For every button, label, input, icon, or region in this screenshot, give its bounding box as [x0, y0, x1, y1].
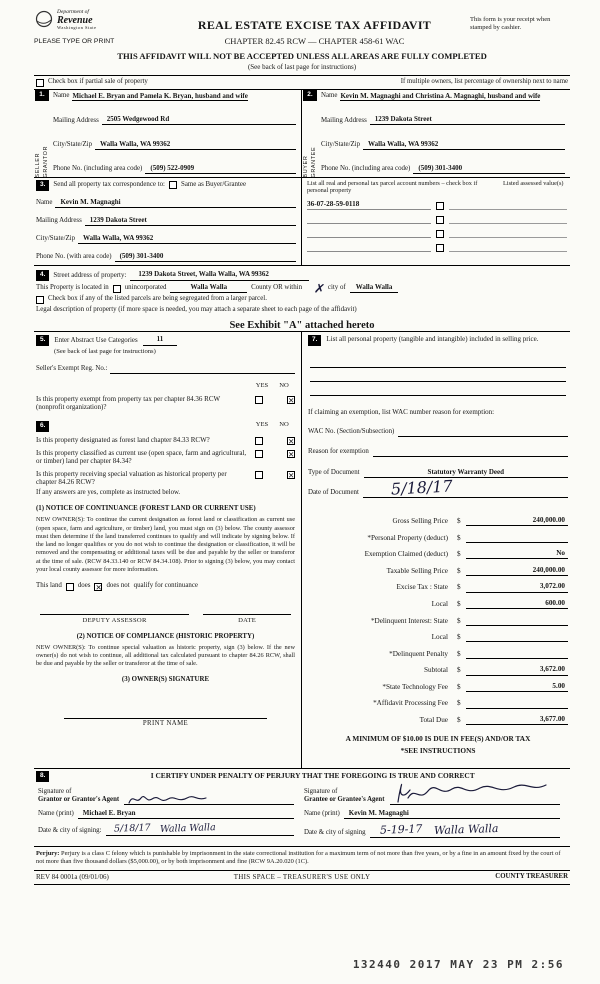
- county-treasurer-label: COUNTY TREASURER: [495, 872, 568, 880]
- parcel-2-personal-checkbox: [436, 216, 444, 224]
- legal-description-value: See Exhibit "A" attached hereto: [229, 319, 375, 331]
- document-type-value: Statutory Warranty Deed: [364, 468, 568, 478]
- mid-columns: [34, 332, 570, 769]
- personal-property-blank-2: [310, 368, 566, 382]
- does-not-checkbox: ✕: [95, 582, 102, 592]
- partial-sale-row: [34, 76, 570, 90]
- grantor-signature: [126, 791, 216, 807]
- correspondence-phone-row: [36, 252, 296, 262]
- does-checkbox: [66, 583, 74, 591]
- state-technology-fee-value: 5.00: [466, 682, 568, 692]
- seller-name-label: Name: [53, 92, 70, 100]
- grantor-date-row: [38, 823, 294, 836]
- footer-row: [34, 870, 570, 885]
- grantee-signature-of-label: Signature of: [304, 787, 338, 795]
- seller-phone-label: Phone No. (including area code): [53, 165, 143, 173]
- buyer-phone-value: (509) 301-3400: [413, 164, 565, 174]
- reason-exemption-row: [308, 448, 568, 457]
- form-title: REAL ESTATE EXCISE TAX AFFIDAVIT: [197, 18, 432, 32]
- deputy-assessor-label: DEPUTY ASSESSOR: [82, 617, 147, 625]
- buyer-name-label: Name: [321, 92, 338, 100]
- excise-tax-computation: [308, 510, 568, 726]
- state-technology-fee-row: [308, 680, 568, 692]
- multiple-owners-note: If multiple owners, list percentage of ownership next to name: [400, 78, 568, 86]
- exemption-claim-label: If claiming an exemption, list WAC number reason for exemption:: [308, 407, 495, 416]
- street-address-label: Street address of property:: [53, 271, 127, 279]
- section-7-number: 7.: [308, 335, 321, 345]
- no-header: NO: [279, 382, 289, 390]
- parcel-4-personal-checkbox: [436, 244, 444, 252]
- grantee-signature-block: [302, 787, 568, 838]
- grantor-date-label: Date & city of signing:: [38, 826, 102, 834]
- section-5-yes-no-header: [36, 382, 295, 391]
- dollar-sign: $: [457, 699, 461, 708]
- current-use-no-checkbox: ✕: [288, 449, 295, 459]
- document-date-handwritten-value: 5/18/17: [390, 476, 454, 499]
- grantee-date-label: Date & city of signing: [304, 828, 366, 836]
- forest-no-checkbox: ✕: [288, 436, 295, 446]
- grantor-signature-line: [124, 787, 294, 805]
- affidavit-processing-fee-row: [308, 697, 568, 709]
- grantee-name-value: Kevin M. Magnaghi: [344, 809, 560, 819]
- notice-continuance-body: NEW OWNER(S): To continue the current designation as forest land or classification as current use (open space, farm and agriculture, or timber) land, you must sign on (3) below. The county assessor must then determine if the land transferred continues to qualify and will indicate by signing below. If the land no longer qualifies or you do not wish to continue the designation or classification, it will be removed and the compensating or additional taxes will be due and payable by the seller or transferor at the time of sale. (RCW 84.33.140 or RCW 84.34.108). Prior to signing (3) below, you may contact your local county assessor for more information.: [36, 516, 295, 573]
- exempt-reg-label: Seller's Exempt Reg. No.:: [36, 365, 108, 373]
- send-correspondence-row: [36, 180, 296, 190]
- grantor-signature-block: [36, 787, 302, 838]
- exempt-reg-blank: [110, 365, 295, 374]
- exempt-reg-row: [36, 365, 295, 374]
- form-body: [34, 75, 570, 847]
- perjury-label: Perjury:: [36, 850, 60, 858]
- grantee-date-handwritten: 5-19-17: [379, 821, 423, 837]
- deputy-assessor-row: [36, 607, 295, 626]
- parcel-3-personal-checkbox: [436, 230, 444, 238]
- section-6-yes-no-header: [251, 421, 295, 430]
- correspondence-mailing-row: [36, 216, 296, 226]
- gross-selling-price-value: 240,000.00: [466, 516, 568, 526]
- assessed-value-line-3: [449, 230, 567, 238]
- located-in-label: This Property is located in: [36, 283, 109, 291]
- reason-exemption-blank: [373, 448, 568, 457]
- current-use-yes-checkbox: [255, 450, 263, 458]
- nonprofit-exempt-question: [36, 395, 295, 412]
- grantee-signature: [392, 778, 552, 808]
- grantee-name-print-label: Name (print): [304, 809, 340, 817]
- print-name-line: [64, 709, 267, 719]
- notice-compliance-body: NEW OWNER(S): To continue special valuation as historic property, sign (3) below. If the new owner(s) do not wish to continue, all additional tax calculated pursuant to chapter 84.26 RCW, shall be due and payable by the seller or transferor at the time of sale.: [36, 643, 295, 668]
- city-value: Walla Walla: [350, 283, 399, 293]
- buyer-side-label: BUYER: [303, 155, 310, 178]
- yes-header: YES: [255, 421, 269, 429]
- owners-signature-title: (3) OWNER(S) SIGNATURE: [121, 675, 210, 683]
- correspondence-phone-label: Phone No. (with area code): [36, 253, 112, 261]
- grantor-agent-label: Grantor or Grantor's Agent: [38, 796, 120, 804]
- dollar-sign: $: [457, 682, 461, 691]
- warning-line: THIS AFFIDAVIT WILL NOT BE ACCEPTED UNLESS ALL AREAS ARE FULLY COMPLETED: [117, 50, 487, 61]
- personal-property-blank-1: [310, 354, 566, 368]
- buyer-city-label: City/State/Zip: [321, 140, 361, 148]
- parcel-row-1: [307, 200, 567, 210]
- form-subtitle: CHAPTER 82.45 RCW — CHAPTER 458-61 WAC: [224, 35, 405, 46]
- buyer-city-value: Walla Walla, WA 99362: [363, 140, 565, 150]
- dollar-sign: $: [457, 566, 461, 575]
- does-not-label: does not: [106, 582, 130, 590]
- grantor-city-handwritten: Walla Walla: [159, 821, 216, 835]
- continuance-qualify-row: [36, 582, 295, 591]
- document-date-row: [308, 476, 568, 499]
- historical-property-text: Is this property receiving special valuation as historical property per chapter 84.26 RCW?: [36, 469, 227, 487]
- grantor-date-handwritten: 5/18/17: [113, 821, 151, 835]
- seller-mailing-value: 2505 Wedgewood Rd: [102, 115, 296, 125]
- section-4-number: 4.: [36, 270, 49, 280]
- historical-yes-checkbox: [255, 471, 263, 479]
- treasurer-space-label: THIS SPACE – TREASURER'S USE ONLY: [233, 872, 371, 881]
- dollar-sign: $: [457, 633, 461, 642]
- dollar-sign: $: [457, 550, 461, 559]
- segregated-checkbox: [36, 296, 44, 304]
- forest-land-question: [36, 436, 295, 445]
- parcel-number-blank-3: [307, 229, 431, 238]
- section-5-number: 5.: [36, 335, 49, 345]
- seller-mailing-row: [53, 115, 296, 125]
- same-as-buyer-label: Same as Buyer/Grantee: [180, 180, 247, 188]
- abstract-use-value: 11: [143, 335, 178, 345]
- print-name-block: [64, 709, 267, 729]
- buyer-phone-row: [321, 164, 565, 174]
- please-type-note: PLEASE TYPE OR PRINT: [34, 37, 115, 45]
- seller-side-label: SELLER: [35, 152, 42, 178]
- affidavit-processing-fee-value: [466, 700, 568, 709]
- delinquent-penalty-value: [466, 650, 568, 659]
- does-label: does: [77, 582, 91, 590]
- seller-city-value: Walla Walla, WA 99362: [95, 140, 296, 150]
- taxable-selling-price-value: 240,000.00: [466, 566, 568, 576]
- if-yes-note: If any answers are yes, complete as instructed below.: [36, 489, 181, 497]
- see-back-note: (See back of last page for instructions): [247, 62, 357, 71]
- grantor-signature-of-label: Signature of: [38, 787, 72, 795]
- parcel-row-4: [307, 243, 567, 252]
- dept-of-revenue-logo: [34, 10, 159, 31]
- affidavit-processing-fee-label: *Affidavit Processing Fee: [373, 699, 448, 708]
- buyer-phone-label: Phone No. (including area code): [321, 165, 411, 173]
- logo-state-text: Washington State: [57, 25, 97, 31]
- county-or-within-label: County OR within: [251, 283, 303, 291]
- personal-property-blank-3: [310, 382, 566, 396]
- seller-city-row: [53, 140, 296, 150]
- parcel-number-value: 36-07-28-59-0118: [307, 200, 431, 210]
- form-header: [34, 10, 570, 47]
- section-6-number: 6.: [36, 421, 49, 431]
- grantee-date-row: [304, 823, 560, 838]
- exemption-claimed-label: Exemption Claimed (deduct): [364, 550, 448, 559]
- section-1-number: 1.: [35, 90, 48, 100]
- city-handwritten-x-mark: ✗: [313, 280, 326, 298]
- dollar-sign: $: [457, 533, 461, 542]
- grantee-side-label: GRANTEE: [310, 146, 317, 178]
- see-instructions-note: *SEE INSTRUCTIONS: [400, 745, 476, 755]
- seller-section: [34, 90, 302, 177]
- delinquent-interest-local-row: [308, 630, 568, 642]
- unincorporated-label: unincorporated: [124, 283, 167, 291]
- gross-selling-price-row: [308, 514, 568, 526]
- logo-emblem-icon: [34, 10, 54, 30]
- excise-tax-state-value: 3,072.00: [466, 582, 568, 592]
- grantor-name-print-label: Name (print): [38, 809, 74, 817]
- grantee-signature-line: [390, 787, 560, 805]
- subtotal-label: Subtotal: [424, 666, 448, 675]
- correspondence-name-value: Kevin M. Magnaghi: [55, 198, 296, 208]
- correspondence-city-label: City/State/Zip: [36, 235, 76, 243]
- parcel-number-blank-4: [307, 243, 431, 252]
- logo-revenue-text: Revenue: [57, 14, 93, 26]
- certification-section: [34, 769, 570, 847]
- grantor-name-value: Michael E. Bryan: [78, 809, 294, 819]
- qualify-label: qualify for continuance: [133, 582, 198, 590]
- perjury-body: Perjury is a class C felony which is punishable by imprisonment in the state correctional institution for a maximum term of not more than five years, or by a fine in an amount fixed by the court of not more than five thousand dollars ($5,000.00), or by both imprisonment and fine (RCW 9A.20.020 (1C).: [36, 850, 561, 866]
- assessed-value-line-4: [449, 244, 567, 252]
- excise-tax-state-label: Excise Tax : State: [396, 583, 448, 592]
- correspondence-name-label: Name: [36, 199, 53, 207]
- deputy-date-line: [203, 607, 291, 615]
- correspondence-mailing-label: Mailing Address: [36, 217, 82, 225]
- forest-land-text: Is this property designated as forest land chapter 84.33 RCW?: [36, 435, 210, 444]
- historical-no-checkbox: ✕: [288, 470, 295, 480]
- delinquent-interest-local-value: [466, 633, 568, 642]
- document-date-label: Date of Document: [308, 488, 359, 496]
- section-2-number: 2.: [303, 90, 316, 100]
- send-correspondence-label: Send all property tax correspondence to:: [53, 180, 165, 188]
- wac-number-blank: [398, 428, 568, 437]
- print-name-label: PRINT NAME: [142, 719, 189, 727]
- no-header: NO: [279, 421, 289, 429]
- parcel-row-3: [307, 229, 567, 238]
- dollar-sign: $: [457, 666, 461, 675]
- assessed-values-header: Listed assessed value(s): [503, 180, 564, 188]
- unincorporated-checkbox: [113, 285, 121, 293]
- logo-dept-text: Department of: [57, 9, 89, 15]
- buyer-city-row: [321, 140, 565, 150]
- grantor-side-label: GRANTOR: [42, 145, 49, 178]
- state-technology-fee-label: *State Technology Fee: [382, 682, 448, 691]
- personal-property-deduct-value: [466, 534, 568, 543]
- dollar-sign: $: [457, 583, 461, 592]
- excise-tax-local-row: [308, 597, 568, 609]
- total-due-label: Total Due: [419, 716, 448, 725]
- grantee-city-handwritten: Walla Walla: [433, 821, 499, 837]
- dollar-sign: $: [457, 716, 461, 725]
- buyer-section: [302, 90, 570, 177]
- assessed-value-line-2: [449, 216, 567, 224]
- partial-sale-checkbox: [36, 79, 44, 87]
- buyer-mailing-value: 1239 Dakota Street: [370, 115, 565, 125]
- receipt-note: This form is your receipt when stamped by cashier.: [470, 16, 551, 32]
- dollar-sign: $: [457, 516, 461, 525]
- section-5-see-back: (See back of last page for instructions): [54, 347, 156, 355]
- street-address-value: 1239 Dakota Street, Walla Walla, WA 99362: [130, 270, 309, 280]
- seller-phone-value: (509) 522-0909: [145, 164, 296, 174]
- parcel-row-2: [307, 215, 567, 224]
- buyer-name-row: [321, 92, 565, 101]
- seller-phone-row: [53, 164, 296, 174]
- gross-selling-price-label: Gross Selling Price: [392, 516, 448, 525]
- city-of-label: city of: [327, 283, 346, 291]
- notice-continuance-title: (1) NOTICE OF CONTINUANCE (FOREST LAND OR CURRENT USE): [36, 505, 256, 513]
- street-address-row: [36, 270, 568, 280]
- deputy-date-label: DATE: [238, 617, 257, 625]
- partial-sale-label: Check box if partial sale of property: [48, 78, 148, 86]
- nonprofit-no-checkbox: ✕: [288, 395, 295, 405]
- personal-property-deduct-label: *Personal Property (deduct): [367, 533, 448, 542]
- historical-property-question: [36, 470, 295, 487]
- county-value: Walla Walla: [170, 283, 247, 293]
- legal-description-label: Legal description of property (if more space is needed, you may attach a separate sheet to each page of the affidavit): [36, 305, 357, 313]
- dollar-sign: $: [457, 616, 461, 625]
- buyer-mailing-label: Mailing Address: [321, 116, 367, 124]
- parcel-number-blank-2: [307, 215, 431, 224]
- excise-tax-state-row: [308, 581, 568, 593]
- exemption-claimed-row: [308, 547, 568, 559]
- current-use-question: [36, 449, 295, 466]
- grantee-name-row: [304, 809, 560, 819]
- document-type-label: Type of Document: [308, 468, 360, 476]
- taxable-selling-price-row: [308, 564, 568, 576]
- parcel-1-personal-checkbox: [436, 202, 444, 210]
- taxable-selling-price-label: Taxable Selling Price: [386, 566, 448, 575]
- delinquent-interest-state-row: [308, 614, 568, 626]
- grantee-agent-label: Grantee or Grantee's Agent: [304, 796, 385, 804]
- same-as-buyer-checkbox: [169, 181, 177, 189]
- abstract-use-row: [36, 335, 295, 345]
- assessed-value-line-1: [449, 202, 567, 210]
- correspondence-mailing-value: 1239 Dakota Street: [85, 216, 296, 226]
- grantor-name-row: [38, 809, 294, 819]
- section-3-number: 3.: [36, 180, 49, 190]
- nonprofit-exempt-text: Is this property exempt from property tax per chapter 84.36 RCW (nonprofit organization)?: [36, 394, 220, 412]
- deputy-assessor-signature-line: [40, 607, 189, 615]
- correspondence-name-row: [36, 198, 296, 208]
- parcel-numbers-header: List all real and personal tax parcel account numbers – check box if personal property: [307, 180, 478, 195]
- wac-number-row: [308, 428, 568, 437]
- segregated-row: [36, 295, 568, 304]
- reason-exemption-label: Reason for exemption: [308, 447, 369, 455]
- parties-section: [34, 90, 570, 178]
- segregated-label: Check box if any of the listed parcels are being segregated from a larger parcel.: [48, 294, 267, 302]
- seller-city-label: City/State/Zip: [53, 140, 93, 148]
- dollar-sign: $: [457, 649, 461, 658]
- abstract-use-label: Enter Abstract Use Categories: [54, 336, 138, 344]
- personal-property-label: List all personal property (tangible and intangible) included in selling price.: [326, 335, 539, 344]
- property-location-section: [34, 266, 570, 332]
- minimum-fee-note: A MINIMUM OF $10.00 IS DUE IN FEE(S) AND/OR TAX: [345, 734, 531, 744]
- seller-name-row: [53, 92, 296, 101]
- excise-tax-local-label: Local: [431, 599, 448, 608]
- this-land-label: This land: [36, 582, 62, 590]
- delinquent-interest-state-value: [466, 617, 568, 626]
- delinquent-penalty-row: [308, 647, 568, 659]
- forest-yes-checkbox: [255, 437, 263, 445]
- personal-property-deduct-row: [308, 531, 568, 543]
- notice-compliance-title: (2) NOTICE OF COMPLIANCE (HISTORIC PROPERTY): [76, 632, 255, 640]
- delinquent-interest-state-label: *Delinquent Interest: State: [370, 616, 448, 625]
- yes-header: YES: [255, 382, 269, 390]
- wac-number-label: WAC No. (Section/Subsection): [308, 427, 395, 435]
- seller-mailing-label: Mailing Address: [53, 116, 99, 124]
- buyer-mailing-row: [321, 115, 565, 125]
- total-due-row: [308, 713, 568, 725]
- delinquent-interest-local-label: Local: [431, 633, 448, 642]
- nonprofit-yes-checkbox: [255, 396, 263, 404]
- current-use-text: Is this property classified as current use (open space, farm and agricultural, or timber) land per chapter 84.34?: [36, 448, 247, 466]
- correspondence-city-row: [36, 234, 296, 244]
- buyer-name-value: Kevin M. Magnaghi and Christina A. Magnaghi, husband and wife: [340, 92, 541, 101]
- delinquent-penalty-label: *Delinquent Penalty: [389, 649, 448, 658]
- dollar-sign: $: [457, 599, 461, 608]
- total-due-value: 3,677.00: [466, 715, 568, 725]
- form-revision-number: REV 84 0001a (09/01/06): [36, 872, 109, 881]
- cashier-receipt-stamp: 132440 2017 MAY 23 PM 2:56: [352, 957, 564, 971]
- subtotal-value: 3,672.00: [466, 665, 568, 675]
- certify-statement: I CERTIFY UNDER PENALTY OF PERJURY THAT THE FOREGOING IS TRUE AND CORRECT: [150, 771, 475, 781]
- seller-name-value: Michael E. Bryan and Pamela K. Bryan, husband and wife: [72, 92, 248, 101]
- perjury-notice: [34, 847, 570, 870]
- correspondence-phone-value: (509) 301-3400: [115, 252, 296, 262]
- excise-tax-local-value: 600.00: [466, 599, 568, 609]
- tax-correspondence-section: [34, 178, 570, 266]
- subtotal-row: [308, 664, 568, 676]
- exemption-claimed-value: No: [466, 549, 568, 559]
- section-8-number: 8.: [36, 771, 49, 781]
- correspondence-city-value: Walla Walla, WA 99362: [78, 234, 296, 244]
